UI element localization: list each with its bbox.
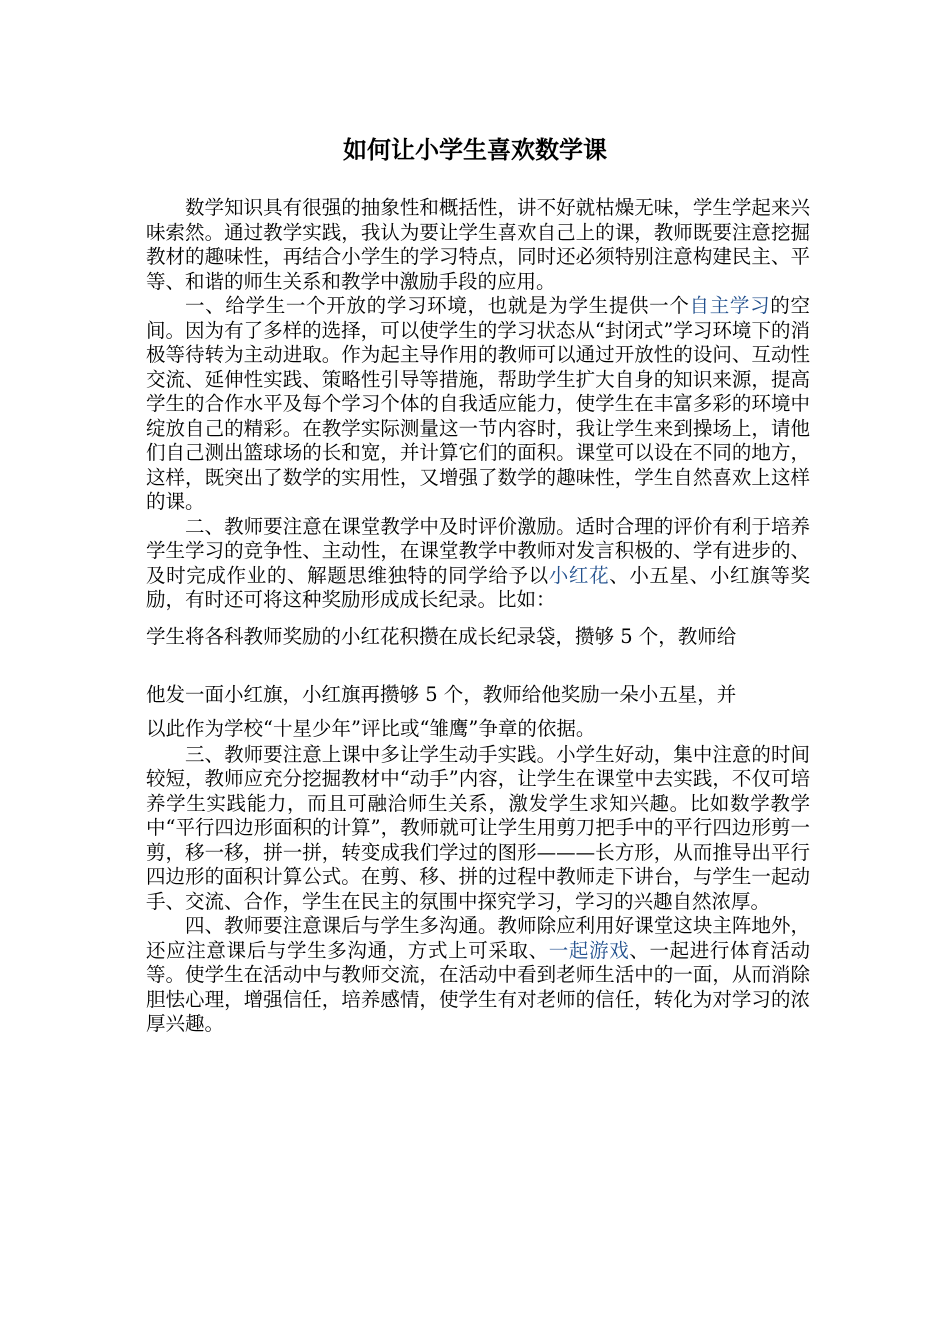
section-2-line-1: 学生将各科教师奖励的小红花积攒在成长纪录袋，攒够 5 个，教师给 [146, 624, 737, 648]
section-1-paragraph [146, 294, 810, 515]
document-title: 如何让小学生喜欢数学课 [343, 136, 607, 164]
section-2-continuation [146, 623, 810, 743]
section-2-line-2: 他发一面小红旗，小红旗再攒够 5 个，教师给他奖励一朵小五星，并 [146, 682, 737, 706]
section-1-text-before: 一、给学生一个开放的学习环境，也就是为学生提供一个 [185, 294, 690, 317]
document-body [146, 196, 810, 1037]
link-play-games[interactable]: 一起游戏 [548, 938, 630, 962]
section-4-text-before: 四、教师要注意课后与学生多沟通。教师除应利用好课堂这块主阵地外，还应注意课后与学生多沟通，方式上可采取、 [146, 914, 810, 962]
section-2-text-before: 二、教师要注意在课堂教学中及时评价激励。适时合理的评价有利于培养学生学习的竞争性、主动性，在课堂教学中教师对发言积极的、学有进步的、及时完成作业的、解题思维独特的同学给予以 [146, 514, 810, 587]
section-2-line-3: 以此作为学校“十星少年”评比或“雏鹰”争章的依据。 [146, 716, 596, 740]
section-2-text-after: 、小五星、小红旗等奖励，有时还可将这种奖励形成成长纪录。比如： [146, 563, 810, 611]
section-4-text-after: 、一起进行体育活动等。使学生在活动中与教师交流，在活动中看到老师生活中的一面，从而消除胆怯心理，增强信任，培养感情，使学生有对老师的信任，转化为对学习的浓厚兴趣。 [146, 938, 810, 1035]
link-red-flower[interactable]: 小红花 [548, 563, 610, 587]
section-3-paragraph: 三、教师要注意上课中多让学生动手实践。小学生好动，集中注意的时间较短，教师应充分挖掘教材中“动手”内容，让学生在课堂中去实践，不仅可培养学生实践能力，而且可融洽师生关系，激发学生求知兴趣。比如数学教学中“平行四边形面积的计算”，教师就可让学生用剪刀把手中的平行四边形剪一剪，移一移，拼一拼，转变成我们学过的图形———长方形，从而推导出平行四边形的面积计算公式。在剪、移、拼的过程中教师走下讲台，与学生一起动手、交流、合作，学生在民主的氛围中探究学习，学习的兴趣自然浓厚。 [146, 742, 810, 913]
intro-paragraph: 数学知识具有很强的抽象性和概括性，讲不好就枯燥无味，学生学起来兴味索然。通过教学实践，我认为要让学生喜欢自己上的课，教师既要注意挖掘教材的趣味性，再结合小学生的学习特点，同时还必须特别注意构建民主、平等、和谐的师生关系和教学中激励手段的应用。 [146, 196, 810, 293]
link-self-study[interactable]: 自主学习 [689, 294, 771, 317]
section-4-paragraph [146, 914, 810, 1037]
section-2-paragraph [146, 515, 810, 613]
section-1-text-after: 的空间。因为有了多样的选择，可以使学生的学习状态从“封闭式”学习环境下的消极等待转为主动进取。作为起主导作用的教师可以通过开放性的设问、互动性交流、延伸性实践、策略性引导等措施，帮助学生扩大自身的知识来源，提高学生的合作水平及每个学习个体的自我适应能力，使学生在丰富多彩的环境中绽放自己的精彩。在教学实际测量这一节内容时，我让学生来到操场上，请他们自己测出篮球场的长和宽，并计算它们的面积。课堂可以设在不同的地方，这样，既突出了数学的实用性，又增强了数学的趣味性，学生自然喜欢上这样的课。 [146, 294, 810, 513]
